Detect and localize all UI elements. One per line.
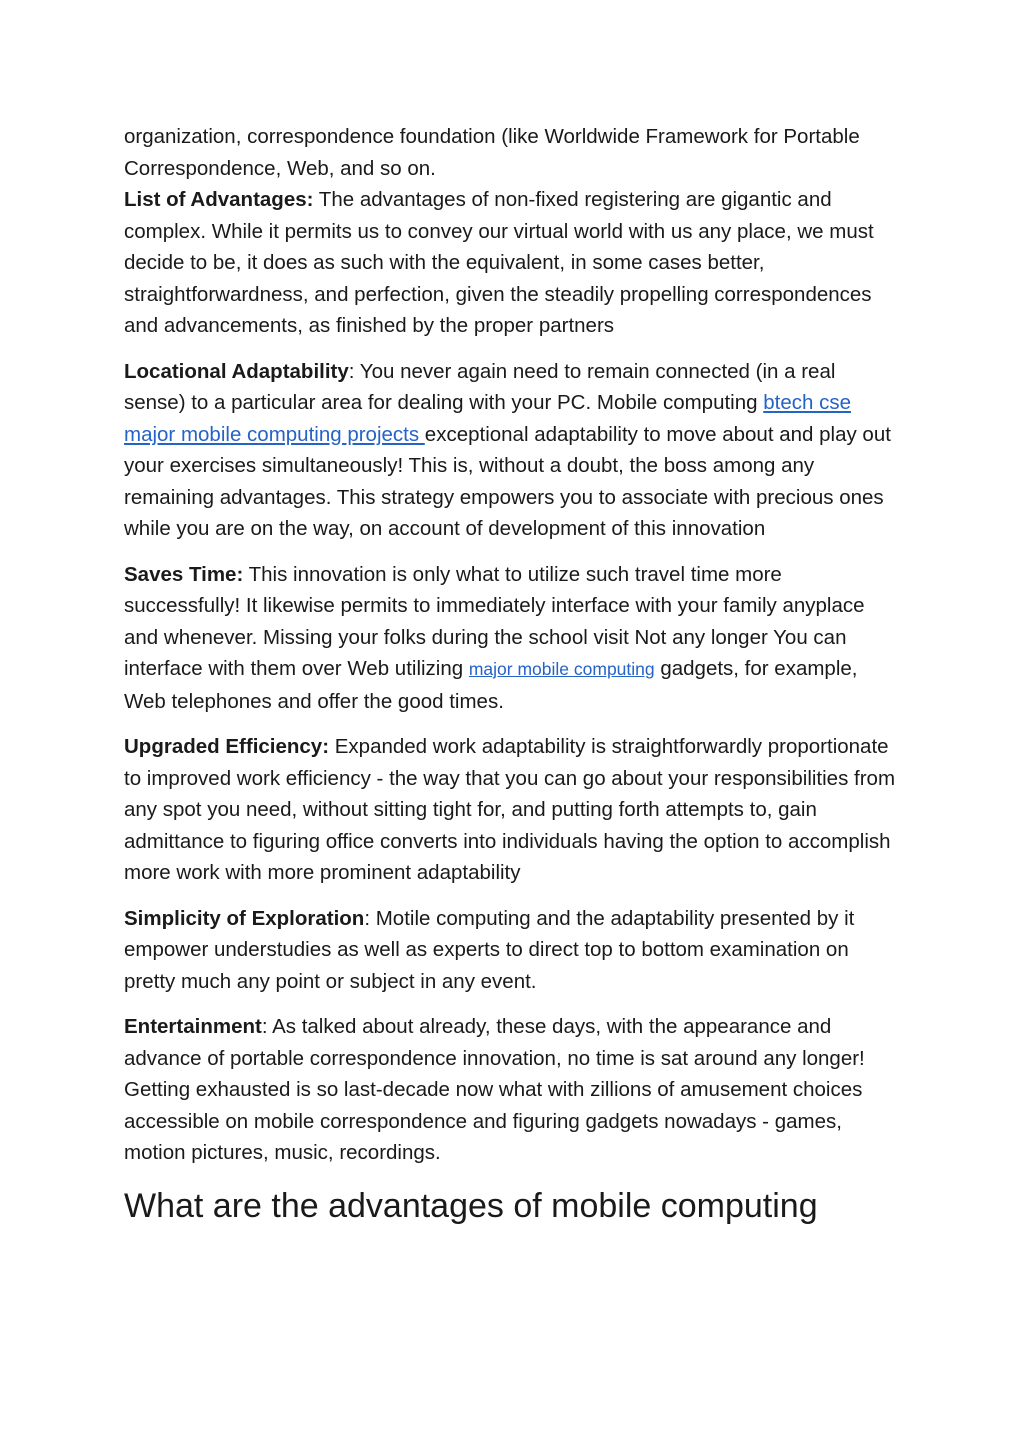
intro-paragraph — [124, 121, 899, 184]
section-heading: What are the advantages of mobile computing — [124, 1186, 818, 1225]
saves-time-heading: Saves Time: — [124, 562, 244, 586]
saves-time-text-end: gadgets, for example, Web telephones and offer the good times. — [124, 657, 858, 713]
upgraded-efficiency-text: Expanded work adaptability is straightforwardly proportionate to improved work efficiency - the way that you can go about your responsibilities from any spot you need, without sitting tight for, and putting forth attempts to, gain admittance to figuring office converts into individuals having the option to accomplish more work with more prominent adaptability — [124, 735, 896, 884]
list-of-advantages-text: The advantages of non-fixed registering are gigantic and complex. While it permits us to convey our virtual world with us any place, we must decide to be, it does as such with the equivalent, in some cases better, straightforwardness, and perfection, given the steadily propelling correspondences and advancements, as finished by the proper partners — [124, 188, 874, 337]
major-mobile-computing-link[interactable]: major mobile computing — [468, 659, 655, 679]
simplicity-of-exploration-text: : Motile computing and the adaptability presented by it empower understudies as well as experts to direct top to bottom examination on pretty much any point or subject in any event. — [124, 906, 855, 993]
simplicity-of-exploration-paragraph — [124, 903, 899, 998]
upgraded-efficiency-paragraph — [124, 731, 899, 889]
locational-adaptability-paragraph — [124, 356, 899, 545]
intro-text: organization, correspondence foundation (like Worldwide Framework for Portable Correspondence, Web, and so on. — [124, 125, 860, 180]
entertainment-heading: Entertainment — [124, 1015, 262, 1038]
locational-adaptability-heading: Locational Adaptability — [124, 359, 349, 383]
locational-adaptability-text-end: exceptional adaptability to move about and play out your exercises simultaneously! This is, without a doubt, the boss among any remaining advantages. This strategy empowers you to associate with precious ones while you are on the way, on account of development of this innovation — [124, 422, 891, 540]
saves-time-text-start: This innovation is only what to utilize such travel time more successfully! It likewise permits to immediately interface with your family anyplace and whenever. Missing your folks during the school visit Not any longer You can interface with them over Web utilizing — [124, 562, 865, 680]
upgraded-efficiency-heading: Upgraded Efficiency: — [124, 735, 330, 758]
simplicity-of-exploration-heading: Simplicity of Exploration — [124, 906, 365, 930]
list-of-advantages-paragraph — [124, 184, 899, 342]
saves-time-paragraph — [124, 559, 899, 718]
entertainment-paragraph — [124, 1011, 899, 1169]
entertainment-text: : As talked about already, these days, with the appearance and advance of portable correspondence innovation, no time is sat around any longer! Getting exhausted is so last-decade now what with zillions of amusement choices accessible on mobile correspondence and figuring gadgets nowadays - games, motion pictures, music, recordings. — [124, 1015, 865, 1164]
locational-adaptability-text-start: : You never again need to remain connected (in a real sense) to a particular area for dealing with your PC. Mobile computing — [124, 359, 836, 414]
document-body — [124, 121, 899, 1229]
list-of-advantages-heading: List of Advantages: — [124, 188, 314, 211]
btech-cse-projects-link[interactable]: btech cse major mobile computing projects — [124, 391, 851, 446]
